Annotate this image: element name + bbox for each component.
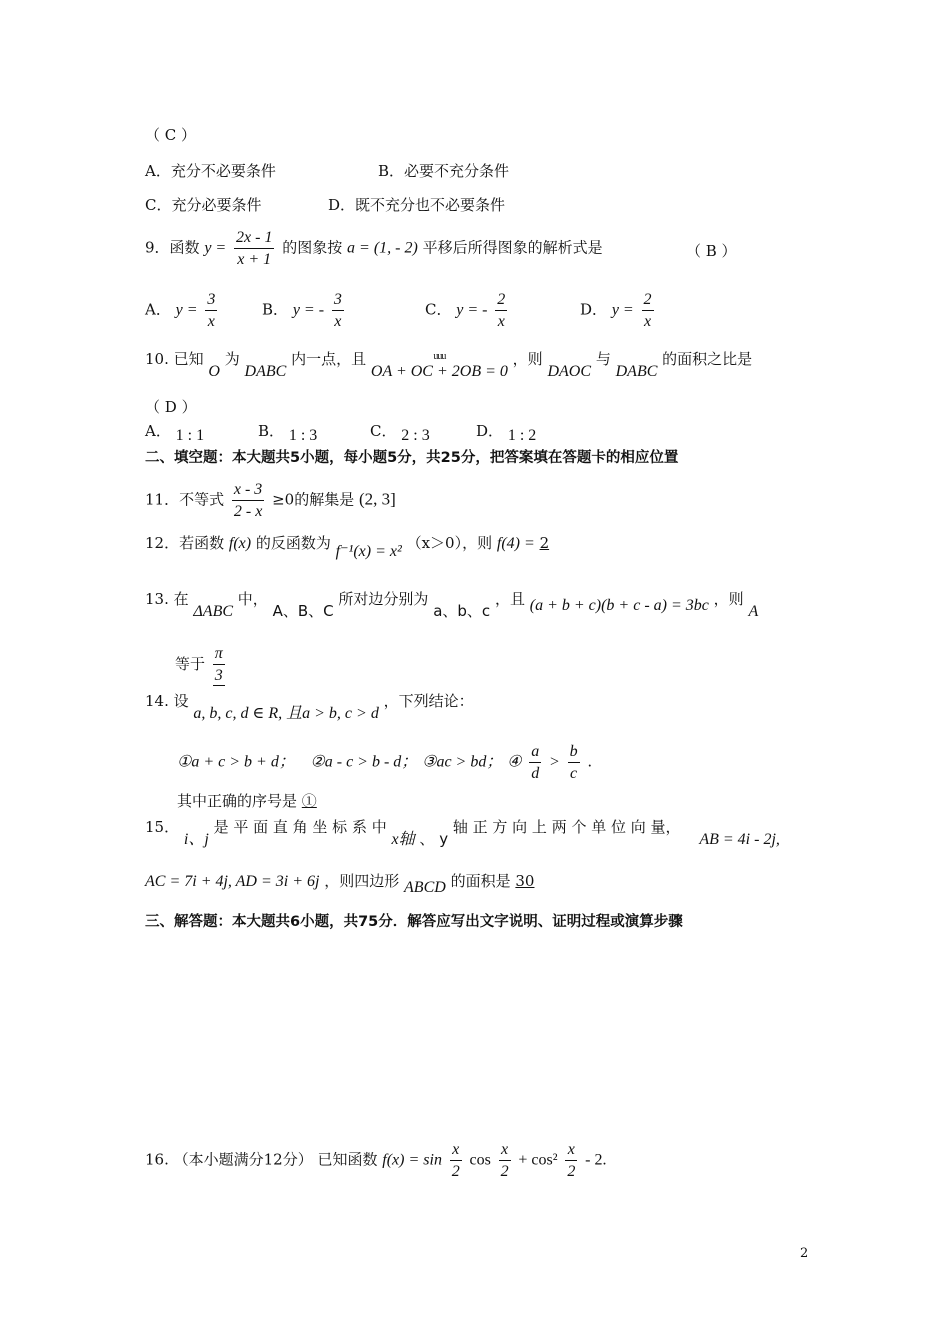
q11-text: ≥0的解集是	[272, 490, 355, 509]
option-label: C．	[370, 422, 397, 440]
q15-text: ，则四边形	[324, 872, 400, 890]
q9-tail-text: 平移后所得图象的解析式是	[422, 238, 603, 257]
q15-answer: 30	[515, 872, 535, 890]
option-denominator: x	[643, 313, 652, 331]
option-value: 2 : 3	[401, 427, 430, 444]
option-value: 1 : 2	[507, 427, 537, 444]
option-label: B．	[258, 422, 285, 440]
q14-answer-line	[177, 792, 331, 810]
q13-text: 中，	[237, 590, 268, 608]
option-label: B．	[262, 300, 289, 319]
option-numerator: 3	[205, 290, 217, 311]
q15-line-2	[145, 872, 535, 896]
q9-fraction	[234, 228, 274, 269]
q16-frac-numerator: x	[450, 1140, 462, 1161]
q14-text: ，下列结论：	[383, 692, 474, 710]
q12-f4: f(4) =	[496, 535, 535, 552]
q16-function: f(x) = sin	[382, 1151, 442, 1169]
section-2-heading: 二、填空题：本大题共5小题，每小题5分，共25分，把答案填在答题卡的相应位置	[145, 450, 679, 466]
q13-text: 所对边分别为	[338, 590, 429, 608]
option-label: D．	[580, 300, 608, 319]
q14-frac-denominator: c	[570, 765, 578, 783]
q16	[145, 1140, 606, 1181]
q16-frac-numerator: x	[565, 1140, 577, 1161]
q9-answer: （ B ）	[686, 242, 737, 260]
q10-option-d	[476, 422, 537, 444]
q9-number: 9．函数	[145, 238, 200, 257]
q16-end: - 2.	[585, 1151, 607, 1169]
q10-triangle-aoc: DAOC	[547, 363, 592, 380]
q9-mid-text: 的图象按	[282, 238, 343, 257]
q12-text: 的反函数为	[255, 534, 331, 552]
option-numerator: 3	[332, 290, 344, 311]
q14-conclusion-1: ①a + c > b + d；	[177, 753, 295, 771]
q14-frac-numerator: a	[529, 742, 541, 763]
q10-text: 的面积之比是	[662, 350, 753, 368]
q15-vector-ab: AB = 4i - 2j,	[699, 831, 780, 848]
q9-option-c	[425, 290, 510, 331]
option-label: A．	[145, 422, 171, 440]
q10-answer: （ D ）	[145, 398, 197, 416]
page-number: 2	[800, 1246, 809, 1261]
q14-conclusion-2: ②a - c > b - d；	[310, 753, 418, 771]
q15-vectors-ij: i、j	[183, 831, 209, 848]
q12	[145, 534, 550, 560]
q13-answer-denominator: 3	[214, 667, 223, 685]
q9-option-b	[262, 290, 347, 331]
option-expr: y =	[175, 301, 198, 319]
q13-sides: a、b、c	[433, 602, 491, 620]
q9-stem	[145, 228, 603, 269]
q14-period: .	[587, 752, 593, 771]
q10-point-o: O	[208, 363, 220, 380]
q14	[145, 692, 474, 722]
q8-option-d: D．既不充分也不必要条件	[328, 196, 506, 214]
q13-angles: A、B、C	[272, 602, 334, 620]
q13-text: ，且	[494, 590, 525, 608]
q15-text: 轴 正 方 向 上 两 个 单 位 向 量，	[452, 818, 681, 836]
q9-option-a	[145, 290, 220, 331]
q16-frac-denominator: 2	[567, 1163, 576, 1181]
option-expr: y =	[611, 301, 634, 319]
option-denominator: x	[334, 313, 342, 331]
q11-denominator: 2 - x	[233, 503, 263, 521]
q13-text: 13. 在	[145, 590, 189, 608]
q10-text: 10. 已知	[145, 350, 204, 368]
q10-option-c	[370, 422, 430, 444]
q9-vector: a = (1, - 2)	[347, 239, 418, 257]
q14-conclusion-4: ④	[507, 753, 522, 771]
q15-y-axis: y	[439, 830, 449, 848]
q12-inverse: f⁻¹(x) = x²	[335, 543, 402, 560]
option-denominator: x	[497, 313, 505, 331]
q16-cos-squared: + cos²	[518, 1151, 558, 1169]
q16-frac-denominator: 2	[500, 1163, 509, 1181]
option-label: A．	[145, 300, 171, 319]
q13-angle-a: A	[748, 603, 759, 620]
q10-vector-equation: uuu OA + OC + 2OB = 0	[371, 362, 508, 381]
q16-frac-denominator: 2	[451, 1163, 460, 1181]
q10-option-b	[258, 422, 318, 444]
q14-conclusions	[177, 742, 592, 783]
option-numerator: 2	[642, 290, 654, 311]
option-expr: y = -	[456, 301, 488, 319]
q9-option-d	[580, 290, 657, 331]
q15-text: 、	[419, 830, 435, 848]
option-expr: y = -	[292, 301, 325, 319]
q12-condition: （x＞0），则	[406, 534, 493, 552]
q14-condition: a, b, c, d ∈ R, 且a > b, c > d	[193, 705, 379, 722]
q10-stem	[145, 350, 753, 380]
q10-triangle-abc-2: DABC	[615, 363, 658, 380]
section-3-heading: 三、解答题：本大题共6小题，共75分．解答应写出文字说明、证明过程或演算步骤	[145, 914, 683, 930]
q15-text: 的面积是	[450, 872, 511, 890]
q10-text: ，则	[512, 350, 543, 368]
q11-numerator: x - 3	[232, 480, 264, 501]
q15-x-axis: x轴	[391, 831, 415, 848]
q11-answer: (2, 3]	[359, 489, 396, 509]
q15-text: 是 平 面 直 角 坐 标 系 中	[213, 818, 387, 836]
q9-y: y =	[204, 239, 227, 257]
q14-answer: ①	[301, 792, 317, 810]
q13-text: ，则	[713, 590, 744, 608]
q15-vectors-ac-ad: AC = 7i + 4j, AD = 3i + 6j	[145, 873, 320, 890]
q13-triangle: ΔABC	[193, 603, 234, 620]
q8-option-b: B．必要不充分条件	[378, 162, 510, 180]
q9-numerator: 2x - 1	[234, 228, 274, 249]
option-value: 1 : 3	[288, 427, 318, 444]
q14-conclusion-3: ③ac > bd；	[422, 753, 503, 771]
option-label: D．	[476, 422, 504, 440]
q13-answer-numerator: π	[213, 644, 225, 665]
q10-triangle-abc: DABC	[244, 363, 287, 380]
q11-text: 11．不等式	[145, 490, 225, 509]
q13-text: 等于	[175, 655, 206, 674]
q10-text: 为	[224, 350, 240, 368]
q9-denominator: x + 1	[237, 251, 272, 269]
q15-quadrilateral: ABCD	[404, 879, 446, 896]
q14-text: 其中正确的序号是	[177, 792, 298, 810]
q8-option-a: A．充分不必要条件	[145, 162, 276, 180]
q15-text: 15．	[145, 818, 180, 836]
option-denominator: x	[207, 313, 215, 331]
option-numerator: 2	[495, 290, 507, 311]
q15	[145, 818, 780, 848]
q13-equation: (a + b + c)(b + c - a) = 3bc	[529, 597, 709, 614]
q11	[145, 480, 396, 521]
q10-text: 与	[595, 350, 611, 368]
q14-greater: >	[549, 753, 560, 771]
q10-text: 内一点，且	[291, 350, 367, 368]
q12-function: f(x)	[228, 535, 252, 552]
q14-frac-numerator: b	[568, 742, 580, 763]
q16-frac-numerator: x	[499, 1140, 511, 1161]
option-value: 1 : 1	[175, 427, 205, 444]
q14-text: 14. 设	[145, 692, 189, 710]
q8-option-c: C．充分必要条件	[145, 196, 262, 214]
option-label: C．	[425, 300, 452, 319]
q10-option-a	[145, 422, 205, 444]
q16-text: 16. （本小题满分12分） 已知函数	[145, 1150, 378, 1169]
q16-cos: cos	[469, 1151, 491, 1169]
q14-frac-denominator: d	[531, 765, 540, 783]
q12-text: 12．若函数	[145, 534, 225, 552]
q13	[145, 590, 759, 620]
q8-answer: （ C ）	[145, 126, 197, 144]
q13-answer-line	[175, 644, 228, 686]
q12-answer: 2	[539, 534, 550, 552]
